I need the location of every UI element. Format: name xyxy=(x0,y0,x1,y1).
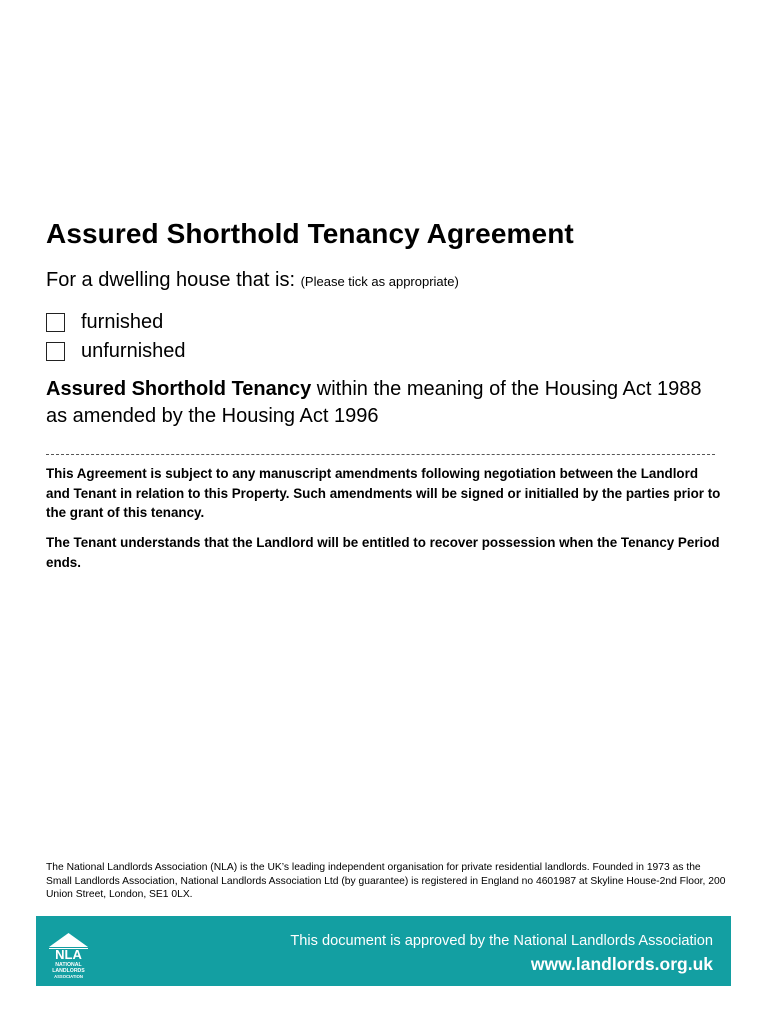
furnished-checkbox[interactable] xyxy=(46,313,65,332)
svg-text:NATIONAL: NATIONAL xyxy=(55,962,82,968)
website-link[interactable]: www.landlords.org.uk xyxy=(530,954,713,974)
possession-paragraph: The Tenant understands that the Landlord will be entitled to recover possession when the Tenancy Period ends. xyxy=(46,535,720,570)
footer-band xyxy=(36,916,731,986)
svg-text:LANDLORDS: LANDLORDS xyxy=(52,968,85,974)
dashed-divider xyxy=(46,454,715,455)
unfurnished-checkbox[interactable] xyxy=(46,342,65,361)
option-unfurnished xyxy=(46,339,186,363)
tenancy-type-bold: Assured Shorthold Tenancy xyxy=(46,378,312,400)
option-furnished xyxy=(46,310,163,334)
unfurnished-label: unfurnished xyxy=(81,339,186,362)
housing-act-statement xyxy=(46,376,726,430)
tick-instruction: (Please tick as appropriate) xyxy=(300,274,459,289)
dwelling-type-prompt xyxy=(46,269,459,292)
furnished-label: furnished xyxy=(81,310,164,333)
nla-logo xyxy=(46,929,91,979)
dwelling-type-text: For a dwelling house that is: xyxy=(46,269,296,291)
nla-footnote: The National Landlords Association (NLA) is the UK’s leading independent organisation for private residential landlords. Founded in 1973 as the Small Landlords Association, National Landlords Association Ltd (by guarantee) is registered in England no 4601987 at Skyline House-2nd Floor, 200 Union Street, London, SE1 0LX. xyxy=(46,862,726,900)
logo-text: NLA xyxy=(55,947,82,962)
document-title: Assured Shorthold Tenancy Agreement xyxy=(46,218,574,249)
approval-statement: This document is approved by the National Landlords Association xyxy=(290,933,713,949)
amendments-paragraph: This Agreement is subject to any manuscript amendments following negotiation between the Landlord and Tenant in relation to this Property. Such amendments will be signed or initialled by the parties prior to the grant of this tenancy. xyxy=(46,466,721,520)
svg-text:ASSOCIATION: ASSOCIATION xyxy=(54,974,83,979)
housing-act-text: within the meaning of the Housing Act 1988 as amended by the Housing Act 1996 xyxy=(46,378,702,427)
footer-text xyxy=(290,933,713,975)
